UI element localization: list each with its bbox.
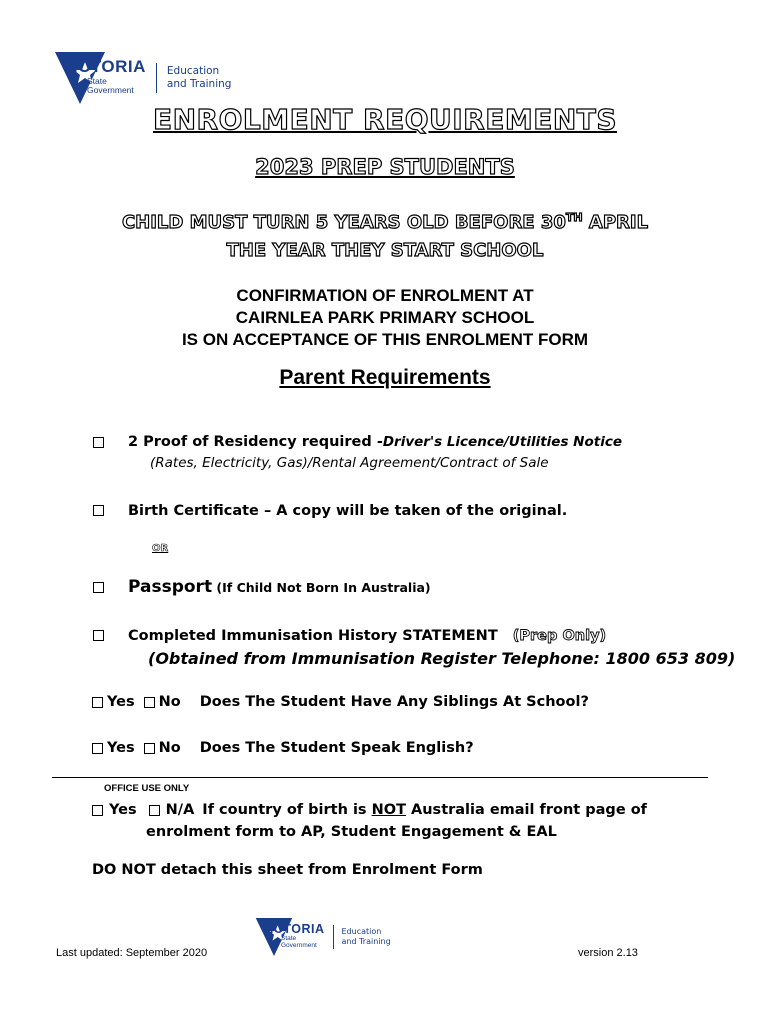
footer-logo-dept-education: Education [341,927,382,937]
office-yes-checkbox[interactable] [92,805,103,816]
confirmation-statement [0,285,770,351]
age-rule-line1: CHILD MUST TURN 5 YEARS OLD BEFORE 30 [121,212,566,233]
passport-checkbox[interactable] [93,582,104,593]
english-yes-checkbox[interactable] [92,743,103,754]
residency-sub: (Rates, Electricity, Gas)/Rental Agreement/Contract of Sale [150,455,549,471]
birth-certificate-item: Birth Certificate – A copy will be taken of the original. [128,503,568,519]
residency-item [128,434,622,450]
version-label: version 2.13 [578,947,638,959]
confirmation-line3: IS ON ACCEPTANCE OF THIS ENROLMENT FORM [181,330,589,349]
passport-item [128,577,431,597]
english-no-checkbox[interactable] [144,743,155,754]
age-rule-month: APRIL [582,212,649,233]
english-question-row [92,740,474,756]
immunisation-label: Completed Immunisation History STATEMENT [128,628,498,644]
siblings-yes-checkbox[interactable] [92,697,103,708]
logo-government: Government [87,85,134,95]
birth-certificate-checkbox[interactable] [93,505,104,516]
office-use-row [92,802,647,818]
passport-label: Passport [128,577,213,597]
divider-line [52,777,708,778]
confirmation-line2: CAIRNLEA PARK PRIMARY SCHOOL [235,308,535,327]
footer-logo-government: Government [281,942,317,949]
office-use-line2: enrolment form to AP, Student Engagement & EAL [146,824,557,840]
siblings-yes-label: Yes [107,694,135,710]
footer-logo [255,918,391,956]
office-use-text [202,802,647,818]
office-na-checkbox[interactable] [149,805,160,816]
office-na-label: N/A [165,802,195,818]
do-not-detach: DO NOT detach this sheet from Enrolment Form [92,862,483,878]
office-text-before: If country of birth is [202,802,372,818]
confirmation-line1: CONFIRMATION OF ENROLMENT AT [236,286,534,305]
siblings-no-checkbox[interactable] [144,697,155,708]
page-subtitle: 2023 PREP STUDENTS [255,155,515,179]
residency-detail: Driver's Licence/Utilities Notice [382,434,622,450]
section-heading: Parent Requirements [279,366,491,389]
office-text-not: NOT [371,802,406,818]
footer-logo-state: State [281,935,297,943]
office-text-after: Australia email front page of [405,802,647,818]
age-rule-sup: TH [565,211,583,224]
immunisation-item [128,628,606,644]
age-rule-line2: THE YEAR THEY START SCHOOL [226,240,544,261]
age-rule [0,204,770,265]
immunisation-checkbox[interactable] [93,630,104,641]
logo-state: State [87,76,107,87]
siblings-no-label: No [158,694,181,710]
footer-logo-dept-training: and Training [341,937,391,946]
immunisation-sub: (Obtained from Immunisation Register Telephone: 1800 653 809) [148,649,736,668]
last-updated: Last updated: September 2020 [56,947,208,959]
residency-checkbox[interactable] [93,437,104,448]
prep-only-badge: (Prep Only) [512,628,607,644]
office-yes-label: Yes [109,802,137,818]
logo-dept-education: Education [166,65,220,78]
siblings-question-row [92,694,589,710]
passport-detail: (If Child Not Born In Australia) [212,580,431,595]
residency-label: 2 Proof of Residency required - [128,434,383,450]
footer-logo-wordmark: VICTORIA [261,922,325,937]
page-title: ENROLMENT REQUIREMENTS [152,103,618,136]
english-question-text: Does The Student Speak English? [199,740,474,756]
office-use-label: OFFICE USE ONLY [104,783,190,794]
logo-dept-training: and Training [166,78,232,90]
footer-logo-separator [333,925,334,949]
logo-separator [156,63,157,93]
or-separator: OR [152,543,169,554]
logo-wordmark: VICTORIA [61,57,146,77]
english-no-label: No [158,740,181,756]
english-yes-label: Yes [107,740,135,756]
header-logo [55,52,231,104]
siblings-question-text: Does The Student Have Any Siblings At School? [199,694,589,710]
